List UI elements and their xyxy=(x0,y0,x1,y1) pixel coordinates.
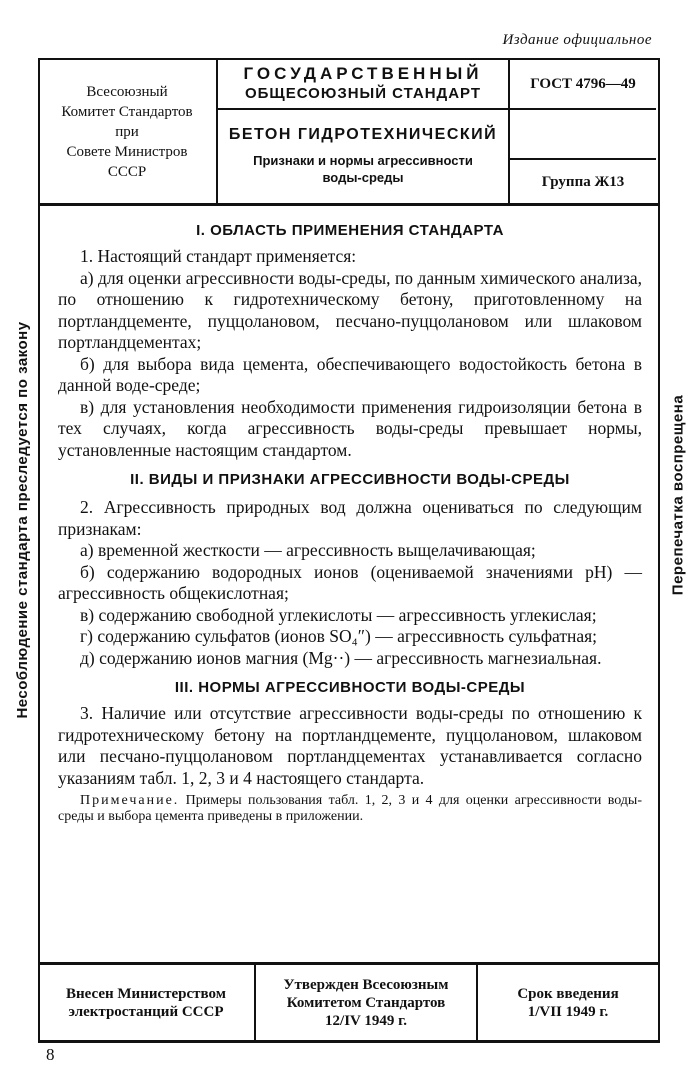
title-cell xyxy=(218,60,510,203)
section-1-heading: I. ОБЛАСТЬ ПРИМЕНЕНИЯ СТАНДАРТА xyxy=(196,222,504,239)
paragraph: а) временной жесткости — агрессивность выщелачивающая; xyxy=(80,540,536,560)
section-2-heading: II. ВИДЫ И ПРИЗНАКИ АГРЕССИВНОСТИ ВОДЫ-СРЕДЫ xyxy=(130,471,570,488)
approved-line: Комитетом Стандартов xyxy=(286,994,446,1011)
committee-line: Комитет Стандартов xyxy=(61,103,193,120)
code-cell xyxy=(510,60,656,203)
gost-number: ГОСТ 4796—49 xyxy=(510,60,656,110)
note xyxy=(58,793,642,825)
state-title: ГОСУДАРСТВЕННЫЙ xyxy=(243,64,483,83)
footer-table xyxy=(38,962,660,1043)
edition-note: Издание официальное xyxy=(502,32,652,48)
paragraph: а) для оценки агрессивности воды-среды, по данным химического анализа, по отношению к гидротехническому бетону, приготовленному на портландцементе, пуццолановом, песчано-пуццолановом или шлаковом портландцементах; xyxy=(58,267,642,352)
committee-cell xyxy=(38,60,218,203)
paragraph: в) содержанию свободной углекислоты — агрессивность углекислая; xyxy=(80,604,597,625)
left-margin-notice: Несоблюдение стандарта преследуется по закону xyxy=(14,321,31,719)
empty-cell xyxy=(510,110,656,160)
note-lead: Примечание. xyxy=(80,793,180,808)
committee-line: при xyxy=(115,123,139,140)
subtitle-line-1: Признаки и нормы агрессивности xyxy=(253,153,473,168)
page-number: 8 xyxy=(46,1045,55,1064)
committee-line: Совете Министров xyxy=(66,143,188,160)
header-table xyxy=(38,58,660,206)
committee-line: СССР xyxy=(107,163,147,180)
paragraph: 1. Настоящий стандарт применяется: xyxy=(80,246,357,266)
right-margin-notice: Перепечатка воспрещена xyxy=(669,394,686,596)
group-label: Группа Ж13 xyxy=(541,173,625,190)
paragraph: 3. Наличие или отсутствие агрессивности воды-среды по отношению к гидротехническому бетону на портландцементе, пуццолановом, шлаковом или песчано-пуццолановом портландцементах устанавливается согласно указаниям табл. 1, 2, 3 и 4 настоящего стандарта. xyxy=(58,703,642,788)
subtitle-line-2: воды-среды xyxy=(322,170,404,185)
effective-date-cell xyxy=(478,965,658,1040)
paragraph: 2. Агрессивность природных вод должна оцениваться по следующим признакам: xyxy=(58,497,642,539)
section-3-heading: III. НОРМЫ АГРЕССИВНОСТИ ВОДЫ-СРЕДЫ xyxy=(174,679,526,696)
effective-line: Срок введения xyxy=(517,985,619,1002)
committee-line: Всесоюзный xyxy=(86,83,168,100)
approved-line: 12/IV 1949 г. xyxy=(325,1012,407,1029)
paragraph: б) содержанию водородных ионов (оцениваемой значениями рН) — агрессивность общекислотная; xyxy=(58,561,642,603)
submitted-by-cell xyxy=(38,965,256,1040)
submitted-line: Внесен Министерством xyxy=(66,985,226,1002)
note-text: Примеры пользования табл. 1, 2, 3 и 4 для оценки агрессивности воды-среды и выбора цемента приведены в приложении. xyxy=(58,793,642,824)
paragraph: в) для установления необходимости применения гидроизоляции бетона в тех случаях, когда агрессивность воды-среды превышает нормы, установленные настоящим стандартом. xyxy=(58,396,642,460)
document-subtitle xyxy=(218,152,508,186)
standard-type-block xyxy=(218,60,508,110)
approved-line: Утвержден Всесоюзным xyxy=(283,976,449,993)
paragraph: г) содержанию сульфатов (ионов SO₄″) — агрессивность сульфатная; xyxy=(80,626,598,646)
effective-line: 1/VII 1949 г. xyxy=(527,1003,609,1020)
union-title: ОБЩЕСОЮЗНЫЙ СТАНДАРТ xyxy=(244,85,482,102)
standard-title-block xyxy=(218,110,508,186)
submitted-line: электростанций СССР xyxy=(68,1003,224,1020)
paragraph: б) для выбора вида цемента, обеспечивающего водостойкость бетона в данной воде-среде; xyxy=(58,353,642,395)
document-body xyxy=(58,220,642,825)
paragraph: д) содержанию ионов магния (Mg··) — агрессивность магнезиальная. xyxy=(80,647,602,668)
approved-by-cell xyxy=(256,965,478,1040)
document-title: БЕТОН ГИДРОТЕХНИЧЕСКИЙ xyxy=(228,126,498,143)
